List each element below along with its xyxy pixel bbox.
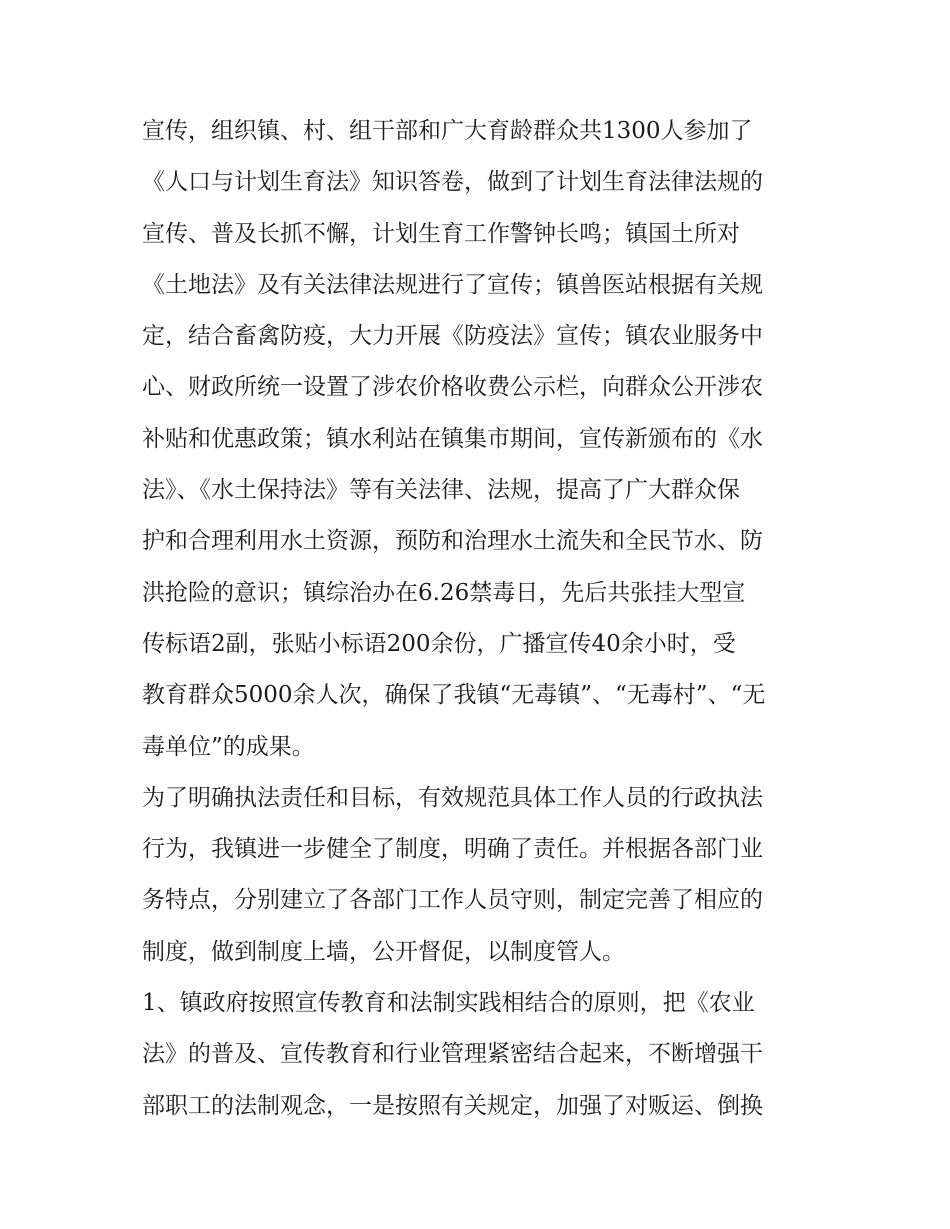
text-line: 传标语2副，张贴小标语200余份，广播宣传40余小时，受 [142, 630, 736, 657]
text-line: 法》、《水土保持法》等有关法律、法规，提高了广大群众保 [142, 477, 740, 504]
text-line: 行为，我镇进一步健全了制度，明确了责任。并根据各部门业 [142, 836, 763, 863]
text-line: 洪抢险的意识；镇综治办在6.26禁毒日，先后共张挂大型宣 [142, 579, 746, 606]
text-line: 部职工的法制观念，一是按照有关规定，加强了对贩运、倒换 [142, 1092, 763, 1119]
text-line: 法》的普及、宣传教育和行业管理紧密结合起来，不断增强干 [142, 1041, 763, 1068]
text-line: 制度，做到制度上墙，公开督促，以制度管人。 [142, 938, 625, 965]
text-line: 《人口与计划生育法》知识答卷，做到了计划生育法律法规的 [142, 169, 763, 196]
document-body [142, 106, 818, 1132]
text-line: 为了明确执法责任和目标，有效规范具体工作人员的行政执法 [142, 784, 763, 811]
text-line: 护和合理利用水土资源，预防和治理水土流失和全民节水、防 [142, 528, 763, 555]
text-line: 《土地法》及有关法律法规进行了宣传；镇兽医站根据有关规 [142, 271, 763, 298]
text-line: 心、财政所统一设置了涉农价格收费公示栏，向群众公开涉农 [142, 374, 763, 401]
text-line: 宣传，组织镇、村、组干部和广大育龄群众共1300人参加了 [142, 118, 753, 144]
text-line: 宣传、普及长抓不懈，计划生育工作警钟长鸣；镇国土所对 [142, 220, 740, 247]
text-line: 毒单位”的成果。 [142, 733, 315, 760]
text-line: 务特点，分别建立了各部门工作人员守则，制定完善了相应的 [142, 887, 763, 914]
text-line: 教育群众5000余人次，确保了我镇“无毒镇”、“无毒村”、“无 [142, 682, 766, 709]
text-line: 1、镇政府按照宣传教育和法制实践相结合的原则，把《农业 [142, 990, 755, 1017]
text-line: 定，结合畜禽防疫，大力开展《防疫法》宣传；镇农业服务中 [142, 323, 763, 350]
text-line: 补贴和优惠政策；镇水利站在镇集市期间，宣传新颁布的《水 [142, 425, 763, 452]
